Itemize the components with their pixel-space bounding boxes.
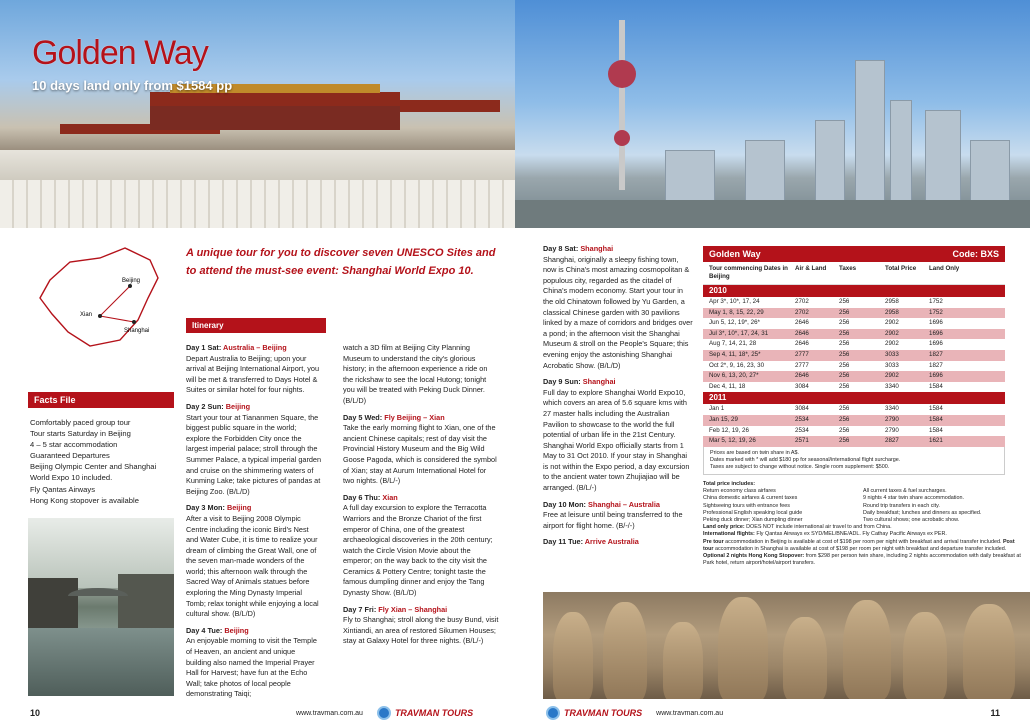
day-entry: Day 4 Tue: Beijing An enjoyable morning to visit the Temple of Heaven, an ancient and unique building also named the Imperial Prayer Hall for Harvest; have fun at the Echo Wall; take photos of local people demonstrating Taiqi; — [186, 625, 317, 699]
globe-icon — [377, 706, 391, 720]
website-link[interactable]: www.travman.com.au — [296, 709, 363, 717]
price-year-heading: 2011 — [703, 392, 1005, 404]
website-link[interactable]: www.travman.com.au — [656, 709, 724, 717]
footer-left — [30, 704, 510, 722]
page-number-left: 10 — [30, 708, 41, 718]
day-entry: Day 3 Mon: Beijing After a visit to Beijing 2008 Olympic Centre including the iconic Bird's Nest and Water Cube, it is time to realize your dream of climbing the Great Wall, one of the seven man-made wonders of the world; this afternoon walk through the Sacred Way of Animals statues before exploring the Ming Dynasty Imperial Tomb; relax tonight while enjoying a local cultural show. (B/L/D) — [186, 503, 319, 619]
price-row: Apr 3*, 10*, 17, 24 2702 256 2958 1752 — [709, 298, 943, 305]
hero-photos — [0, 0, 1030, 228]
price-notes: Prices are based on twin share in A$. Dates marked with * will add $180 pp for seasonal/international flight surcharge. Taxes are subject to change without notice. Single room supplement: $500. — [703, 447, 1005, 475]
itinerary-column-1 — [186, 343, 322, 706]
price-column-headers: Tour commencing Dates in Beijing Air & Land Taxes Total Price Land Only — [703, 262, 1005, 285]
day-entry: Day 6 Thu: Xian A full day excursion to explore the Terracotta Warriors and the Bronze Chariot of the first emperor of China, one of the greatest archaeological discoveries in the 20th century; watch the Circle Vision Movie about the emperor; on the way back to the city visit the Ceramics & Pottery Centre; tonight taste the famous dumpling dinner and enjoy the Tang Dynasty Show. (B/L/D) — [343, 492, 493, 598]
globe-icon — [546, 706, 560, 720]
price-row: Jan 15, 29 2534 256 2790 1584 — [703, 415, 1005, 426]
facts-file-heading: Facts File — [28, 392, 174, 408]
price-table-header: Golden Way Code: BXS — [703, 246, 1005, 262]
price-row: May 1, 8, 15, 22, 29 2702 256 2958 1752 — [703, 308, 1005, 319]
fact-item: Guaranteed Departures — [30, 451, 110, 461]
price-includes: Total price includes: Return economy class airfares All current taxes & fuel surcharges. China domestic airfares & current taxes 9 nights 4 star twin share accommodation. Sightseeing tours with entrance fees Round trip transfers in each city. Professional English speaking local guide Daily breakfast; lunches and dinners as specified. Peking duck dinner; Xian dumpling dinner Two cultural shows; one acrobatic show. Land only price: DOES NOT include international air travel to and from China. International flights: Fly Qantas Airways ex SYD/MEL/BNE/ADL. Fly Cathay Pacific Airways ex PER. Pre tour accommodation in Beijing is available at cost of $198 per room per night with breakfast and arrival transfer included. Post tour accommodation in Shanghai is available at cost of $198 per room per night with breakfast and departure transfer included. Optional 2 nights Hong Kong Stopover: from $298 per person twin share, including 2 nights accommodation with daily breakfast at Park hotel, return airport/hotel/airport transfers. — [703, 481, 1023, 567]
fact-item: World Expo 10 included. — [30, 473, 113, 483]
price-row: Jun 5, 12, 19*, 26* 2646 256 2902 1696 — [709, 319, 943, 327]
shanghai-skyline-photo — [515, 0, 1030, 228]
page-number-right: 11 — [990, 708, 1000, 718]
footer-right — [546, 704, 1000, 722]
price-row: Dec 4, 11, 18 3084 256 3340 1584 — [709, 382, 943, 390]
fact-item: 4 – 5 star accommodation — [30, 440, 118, 450]
water-town-photo — [28, 518, 174, 696]
day-entry: Day 9 Sun: Shanghai Full day to explore Shanghai World Expo10, which covers an area of 5.6 square kms with 27 master halls including the Australian Pavilion to showcase to the world the full potential of urban life in the 21st Century. Shanghai World Expo officially starts from 1 May to 31 Oct 2010. If your stay in Shanghai is not within the Expo period, a day excursion to the ancient water town Zhujiajiao will be arranged. (B/L/-) — [543, 377, 690, 493]
day-entry: Day 7 Fri: Fly Xian – Shanghai Fly to Shanghai; stroll along the busy Bund, visit Xintiandi, an area of restored Sikumen Houses; stay at Galaxy Hotel for three nights. (B/L/-) — [343, 604, 499, 646]
day-entry: Day 2 Sun: Beijing Start your tour at Tiananmen Square, the biggest public square in the world; explore the Forbidden City once the largest imperial palace; stroll through the Summer Palace, a typical imperial garden and cruise on the shimmering waters of Kunming Lake; take pictures of pandas at Beijing Zoo. (B/L/D) — [186, 401, 322, 496]
price-row: Sep 4, 11, 18*, 25* 2777 256 3033 1827 — [703, 350, 1005, 361]
day-entry: Day 10 Mon: Shanghai – Australia Free at leisure until being transferred to the airport for flight home. (B/-/-) — [543, 499, 683, 530]
day-entry-continued: watch a 3D film at Beijing City Planning Museum to understand the city's glorious history; in the afternoon experience a ride on the rickshaw to see the local Hutong; tonight you will be treated with Peking Duck Dinner. (B/L/D) — [343, 343, 488, 405]
fact-item: Tour starts Saturday in Beijing — [30, 429, 131, 439]
includes-heading: Total price includes: — [703, 481, 756, 487]
fact-item: Beijing Olympic Center and Shanghai — [30, 462, 157, 472]
price-table — [703, 246, 1005, 475]
fact-item: Hong Kong stopover is available — [30, 495, 139, 505]
facts-list — [30, 417, 170, 506]
page-title: Golden Way — [32, 34, 208, 72]
itinerary-column-3 — [543, 244, 693, 554]
brand-logo: TRAVMAN TOURS — [546, 706, 642, 720]
day-entry: Day 1 Sat: Australia – Beijing Depart Australia to Beijing; upon your arrival at Beijing International Airport, you will be met & transferred to Days Hotel & Suites or similar hotel for four nights. — [186, 343, 320, 395]
fact-item: Comfortably paced group tour — [30, 418, 131, 427]
day-entry: Day 11 Tue: Arrive Australia — [543, 537, 639, 547]
fact-item: Fly Qantas Airways — [30, 484, 95, 494]
price-row: Aug 7, 14, 21, 28 2646 256 2902 1696 — [709, 340, 943, 348]
price-row: Jan 1 3084 256 3340 1584 — [709, 405, 943, 413]
map-label-xian: Xian — [80, 312, 93, 318]
map-label-shanghai: Shanghai — [124, 328, 150, 334]
itinerary-column-2 — [343, 343, 499, 653]
price-row: Jul 3*, 10*, 17, 24, 31 2646 256 2902 1696 — [703, 329, 1005, 340]
day-entry: Day 8 Sat: Shanghai Shanghai, originally a sleepy fishing town, now is China's most amazing cosmopolitan & populous city, regarded as the citadel of China's modern economy. Start your tour in the old Chinatown followed by Yu Garden, a classical Chinese garden with 30 pavilions linked by a maze of corridors and bridges over a pond; in the afternoon visit the Shanghai Museum & stroll on the People's Square; this evening enjoy the astonishing Shanghai Acrobatic Show. (B/L/D) — [543, 244, 693, 370]
price-row: Mar 5, 12, 19, 26 2571 256 2827 1621 — [703, 436, 1005, 447]
brand-logo: TRAVMAN TOURS — [377, 706, 473, 720]
china-map — [30, 240, 170, 360]
map-label-beijing: Beijing — [122, 278, 141, 284]
day-entry: Day 5 Wed: Fly Beijing – Xian Take the early morning flight to Xian, one of the ancient Chinese capitals; rest of day visit the Provincial History Museum and the Big Wild Goose Pagoda, which is considered the symbol of Xian; stay at Aurum International Hotel for two nights. (B/L/-) — [343, 412, 497, 486]
itinerary-heading: Itinerary — [186, 318, 326, 333]
price-row: Oct 2*, 9, 16, 23, 30 2777 256 3033 1827 — [709, 361, 943, 369]
price-year-heading: 2010 — [703, 285, 1005, 297]
page-subtitle: 10 days land only from $1584 pp — [32, 78, 233, 93]
price-row: Nov 6, 13, 20, 27* 2646 256 2902 1696 — [703, 371, 1005, 382]
intro-headline: A unique tour for you to discover seven UNESCO Sites and to attend the must-see event: Shanghai World Expo 10. — [186, 247, 496, 277]
price-row: Feb 12, 19, 26 2534 256 2790 1584 — [709, 426, 943, 434]
terracotta-warriors-photo — [543, 592, 1030, 699]
